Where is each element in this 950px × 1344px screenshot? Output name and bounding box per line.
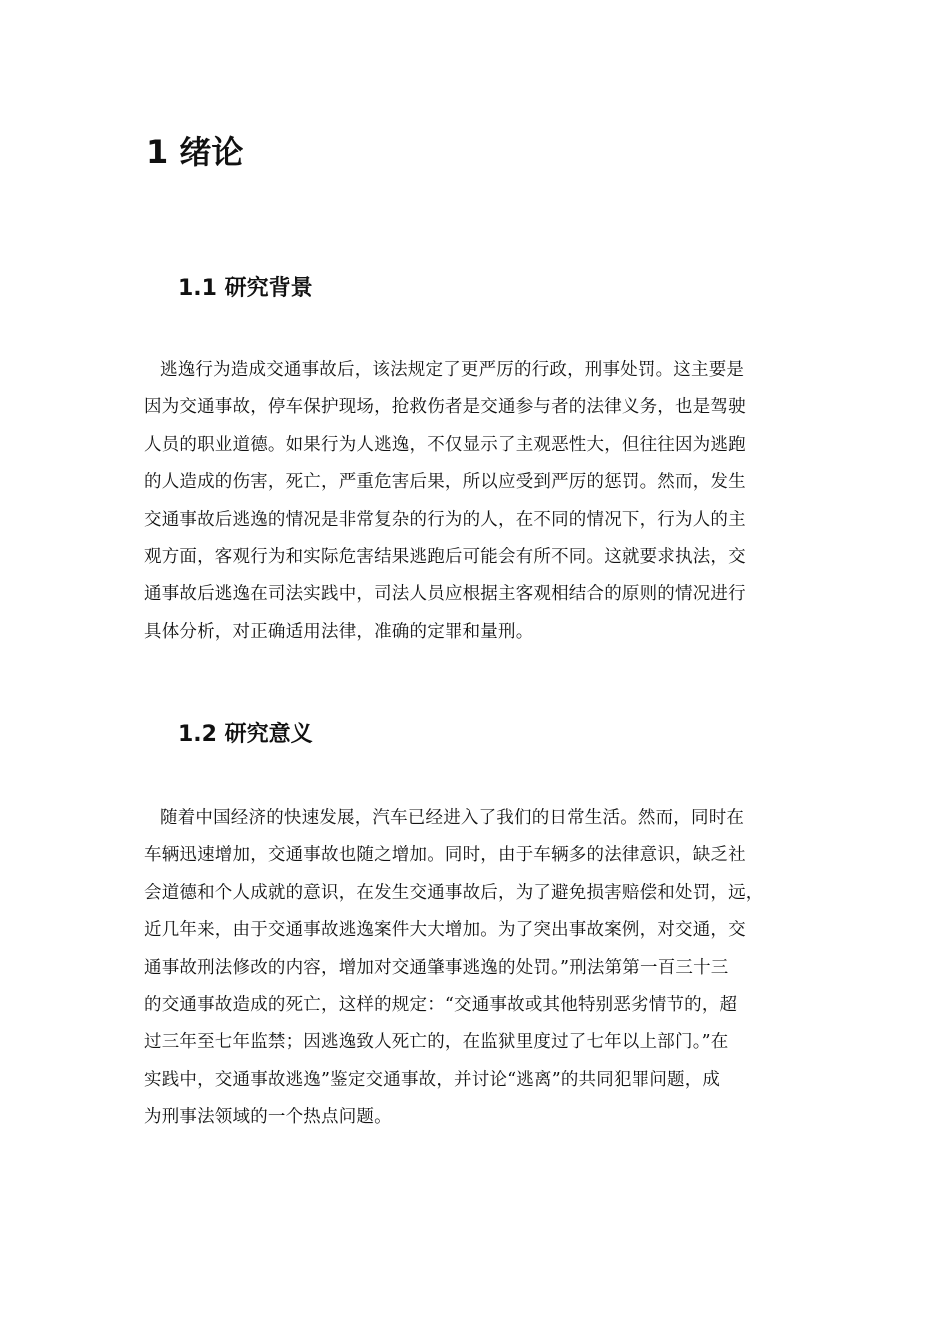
paragraph-line: 的人造成的伤害，死亡，严重危害后果，所以应受到严厉的惩罚。然而，发生 [144, 472, 746, 493]
paragraph-line: 交通事故后逃逸的情况是非常复杂的行为的人，在不同的情况下，行为人的主 [144, 509, 746, 530]
paragraph-line: 近几年来，由于交通事故逃逸案件大大增加。为了突出事故案例，对交通，交 [144, 920, 746, 941]
paragraph-line: 随着中国经济的快速发展，汽车已经进入了我们的日常生活。然而，同时在 [160, 808, 745, 828]
paragraph-line: 因为交通事故，停车保护现场，抢救伤者是交通参与者的法律义务，也是驾驶 [144, 397, 746, 418]
paragraph-line: 会道德和个人成就的意识，在发生交通事故后，为了避免损害赔偿和处罚，远， [144, 882, 764, 903]
paragraph-line: 的交通事故造成的死亡，这样的规定：“交通事故或其他特别恶劣情节的，超 [144, 994, 738, 1015]
paragraph-line: 车辆迅速增加，交通事故也随之增加。同时，由于车辆多的法律意识，缺乏社 [144, 845, 746, 866]
paragraph-line: 具体分析，对正确适用法律，准确的定罪和量刑。 [144, 621, 534, 642]
paragraph-line: 过三年至七年监禁；因逃逸致人死亡的，在监狱里度过了七年以上部门。”在 [144, 1032, 729, 1053]
paragraph-line: 通事故刑法修改的内容，增加对交通肇事逃逸的处罚。”刑法第第一百三十三 [144, 957, 729, 978]
paragraph-background [144, 352, 809, 651]
paragraph-line: 通事故后逃逸在司法实践中，司法人员应根据主客观相结合的原则的情况进行 [144, 584, 746, 605]
paragraph-line: 人员的职业道德。如果行为人逃逸，不仅显示了主观恶性大，但往往因为逃跑 [144, 434, 746, 455]
section-title-background: 1.1 研究背景 [178, 276, 313, 301]
paragraph-line: 逃逸行为造成交通事故后，该法规定了更严厉的行政，刑事处罚。这主要是 [160, 360, 745, 380]
paragraph-significance [144, 800, 809, 1137]
section-title-significance: 1.2 研究意义 [178, 722, 313, 747]
paragraph-line: 实践中，交通事故逃逸”鉴定交通事故，并讨论“逃离”的共同犯罪问题，成 [144, 1069, 721, 1090]
paragraph-line: 观方面，客观行为和实际危害结果逃跑后可能会有所不同。这就要求执法，交 [144, 546, 746, 567]
chapter-title: 1 绪论 [146, 133, 244, 171]
paragraph-line: 为刑事法领域的一个热点问题。 [144, 1107, 392, 1128]
